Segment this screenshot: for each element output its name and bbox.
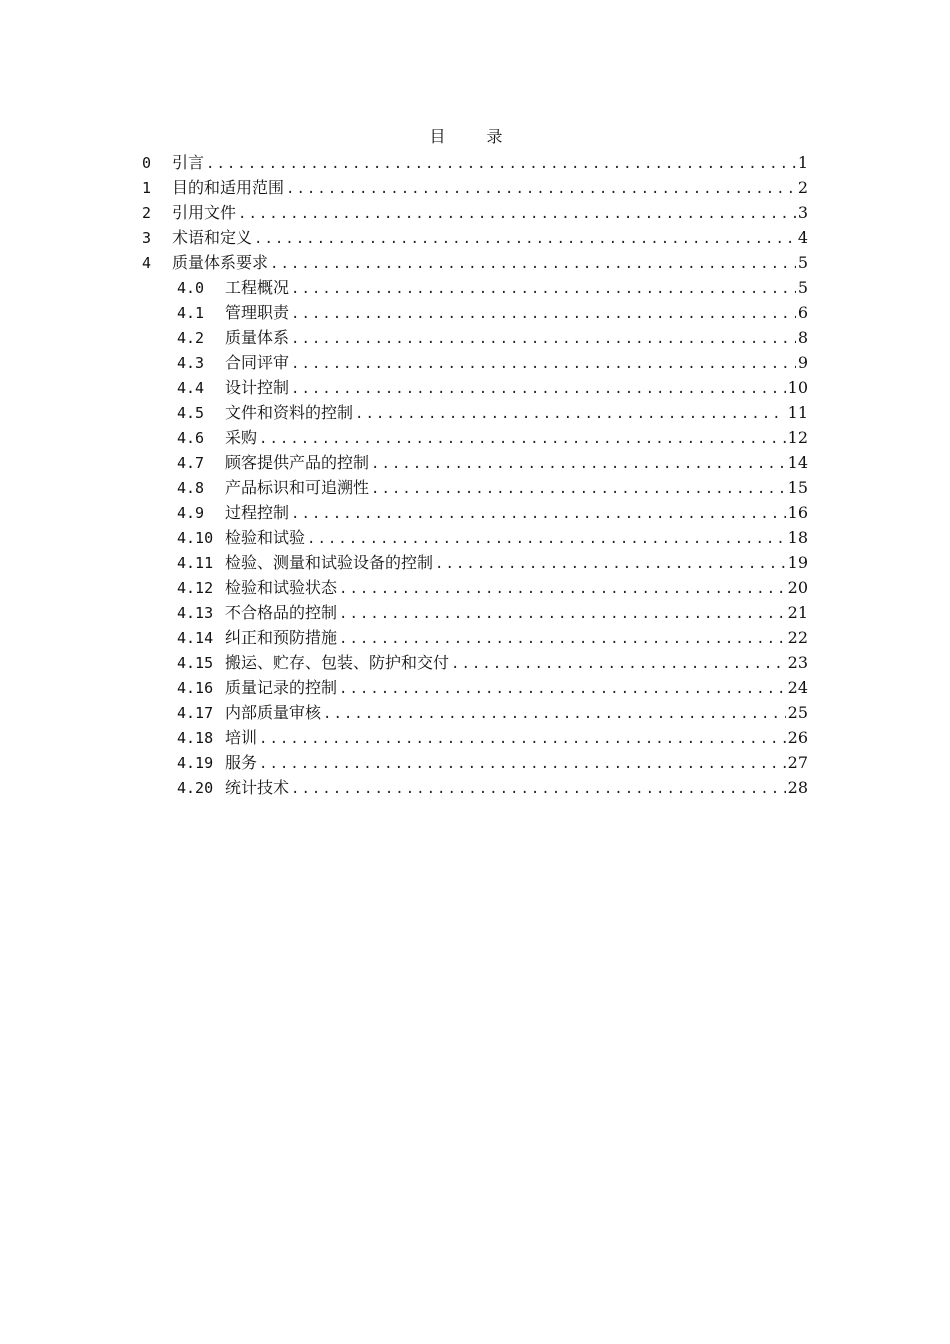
toc-dot-leader [339, 627, 786, 652]
toc-entry[interactable] [142, 725, 808, 750]
toc-entry-label: 术语和定义 [172, 228, 253, 247]
toc-entry-number: 4.16 [177, 679, 214, 697]
toc-dot-leader [291, 302, 796, 327]
toc-entry-page-number: 10 [787, 378, 808, 397]
toc-entry-label: 质量记录的控制 [225, 678, 338, 697]
toc-dot-leader [238, 202, 796, 227]
toc-entry-number: 4.5 [177, 404, 205, 422]
toc-entry-number: 4.19 [177, 754, 214, 772]
toc-dot-leader [339, 677, 786, 702]
toc-dot-leader [259, 752, 786, 777]
toc-dot-leader [270, 252, 796, 277]
toc-entry-page-number: 16 [787, 503, 808, 522]
toc-entry[interactable] [142, 150, 808, 175]
toc-entry-page-number: 28 [787, 778, 808, 797]
toc-entry-number: 4.8 [177, 479, 205, 497]
toc-entry-page-number: 24 [787, 678, 808, 697]
toc-entry[interactable] [142, 525, 808, 550]
toc-entry[interactable] [142, 700, 808, 725]
toc-dot-leader [291, 377, 786, 402]
toc-entry-label: 引言 [172, 153, 205, 172]
toc-entry-page-number: 23 [787, 653, 808, 672]
toc-entry-label: 工程概况 [225, 278, 290, 297]
toc-entry-label: 产品标识和可追溯性 [225, 478, 370, 497]
toc-dot-leader [206, 152, 796, 177]
toc-entry-number: 4.6 [177, 429, 205, 447]
toc-entry-label: 服务 [225, 753, 258, 772]
toc-entry-label: 质量体系要求 [172, 253, 269, 272]
toc-entry-page-number: 6 [797, 303, 808, 322]
toc-dot-leader [371, 477, 786, 502]
toc-entry-page-number: 3 [797, 203, 808, 222]
toc-entry-number: 4.11 [177, 554, 214, 572]
toc-entry[interactable] [142, 500, 808, 525]
toc-entry-label: 统计技术 [225, 778, 290, 797]
toc-entry-number: 4.15 [177, 654, 214, 672]
toc-entry-label: 纠正和预防措施 [225, 628, 338, 647]
toc-dot-leader [323, 702, 786, 727]
toc-entry[interactable] [142, 550, 808, 575]
toc-entry-page-number: 9 [797, 353, 808, 372]
toc-entry-number: 4.3 [177, 354, 205, 372]
toc-entry-label: 培训 [225, 728, 258, 747]
toc-entry-label: 检验和试验状态 [225, 578, 338, 597]
toc-dot-leader [435, 552, 786, 577]
toc-entry-number: 4.14 [177, 629, 214, 647]
toc-entry-number: 4.0 [177, 279, 205, 297]
toc-entry[interactable] [142, 650, 808, 675]
toc-entry[interactable] [142, 750, 808, 775]
toc-entry-number: 4.20 [177, 779, 214, 797]
toc-entry[interactable] [142, 675, 808, 700]
toc-entry[interactable] [142, 250, 808, 275]
toc-dot-leader [451, 652, 786, 677]
toc-entry-label: 设计控制 [225, 378, 290, 397]
toc-entry-page-number: 25 [787, 703, 808, 722]
toc-dot-leader [291, 277, 796, 302]
toc-dot-leader [291, 777, 786, 802]
toc-entry-label: 不合格品的控制 [225, 603, 338, 622]
toc-entry[interactable] [142, 400, 808, 425]
toc-entry-page-number: 18 [787, 528, 808, 547]
toc-entry-label: 文件和资料的控制 [225, 403, 354, 422]
toc-entry-number: 4.13 [177, 604, 214, 622]
toc-entry-number: 4.17 [177, 704, 214, 722]
toc-entry-number: 4.1 [177, 304, 205, 322]
toc-entry-page-number: 14 [787, 453, 808, 472]
toc-entry-number: 3 [142, 229, 152, 247]
toc-entry[interactable] [142, 575, 808, 600]
toc-entry[interactable] [142, 325, 808, 350]
toc-entry[interactable] [142, 775, 808, 800]
toc-entry[interactable] [142, 225, 808, 250]
toc-entry-label: 检验、测量和试验设备的控制 [225, 553, 434, 572]
toc-entry[interactable] [142, 175, 808, 200]
toc-dot-leader [371, 452, 786, 477]
toc-entry-number: 2 [142, 204, 152, 222]
toc-entry-page-number: 19 [787, 553, 808, 572]
toc-entry-number: 4.10 [177, 529, 214, 547]
toc-entry-label: 顾客提供产品的控制 [225, 453, 370, 472]
toc-entry-number: 4.2 [177, 329, 205, 347]
toc-dot-leader [339, 577, 786, 602]
toc-entry-number: 4.7 [177, 454, 205, 472]
toc-entry-label: 内部质量审核 [225, 703, 322, 722]
toc-entry[interactable] [142, 625, 808, 650]
toc-entry-label: 采购 [225, 428, 258, 447]
toc-entry[interactable] [142, 425, 808, 450]
toc-dot-leader [254, 227, 796, 252]
toc-dot-leader [286, 177, 796, 202]
toc-entry-number: 4.4 [177, 379, 205, 397]
toc-entry-page-number: 26 [787, 728, 808, 747]
toc-entry[interactable] [142, 600, 808, 625]
toc-entry-page-number: 22 [787, 628, 808, 647]
toc-entry[interactable] [142, 300, 808, 325]
toc-entry-label: 搬运、贮存、包装、防护和交付 [225, 653, 450, 672]
toc-entry[interactable] [142, 450, 808, 475]
toc-entry-label: 质量体系 [225, 328, 290, 347]
toc-entry-page-number: 5 [797, 278, 808, 297]
toc-dot-leader [291, 327, 796, 352]
toc-entry-number: 1 [142, 179, 152, 197]
toc-entry[interactable] [142, 350, 808, 375]
toc-dot-leader [291, 502, 786, 527]
toc-entry-page-number: 12 [787, 428, 808, 447]
toc-entry[interactable] [142, 275, 808, 300]
toc-dot-leader [339, 602, 786, 627]
toc-entry-page-number: 15 [787, 478, 808, 497]
toc-entry-page-number: 1 [797, 153, 808, 172]
toc-entry-number: 4.18 [177, 729, 214, 747]
toc-entry-label: 管理职责 [225, 303, 290, 322]
toc-entry-label: 合同评审 [225, 353, 290, 372]
toc-entry-page-number: 2 [797, 178, 808, 197]
toc-entry-page-number: 5 [797, 253, 808, 272]
toc-dot-leader [259, 427, 786, 452]
toc-entry-page-number: 20 [787, 578, 808, 597]
toc-dot-leader [291, 352, 796, 377]
toc-entry-number: 4.12 [177, 579, 214, 597]
toc-entry-page-number: 4 [797, 228, 808, 247]
toc-entry-label: 引用文件 [172, 203, 237, 222]
toc-entry[interactable] [142, 475, 808, 500]
toc-entry-label: 目的和适用范围 [172, 178, 285, 197]
toc-dot-leader [355, 402, 786, 427]
toc-dot-leader [259, 727, 786, 752]
toc-dot-leader [307, 527, 786, 552]
toc-entry-number: 4 [142, 254, 152, 272]
toc-entry-label: 过程控制 [225, 503, 290, 522]
toc-entry-label: 检验和试验 [225, 528, 306, 547]
toc-entry-page-number: 21 [787, 603, 808, 622]
toc-entry[interactable] [142, 375, 808, 400]
toc-entry-number: 4.9 [177, 504, 205, 522]
toc-title: 目 录 [429, 127, 521, 146]
toc-entry-page-number: 8 [797, 328, 808, 347]
toc-entry-number: 0 [142, 154, 152, 172]
toc-entry-page-number: 11 [787, 403, 808, 422]
toc-entry[interactable] [142, 200, 808, 225]
toc-entry-page-number: 27 [787, 753, 808, 772]
table-of-contents [142, 150, 808, 800]
